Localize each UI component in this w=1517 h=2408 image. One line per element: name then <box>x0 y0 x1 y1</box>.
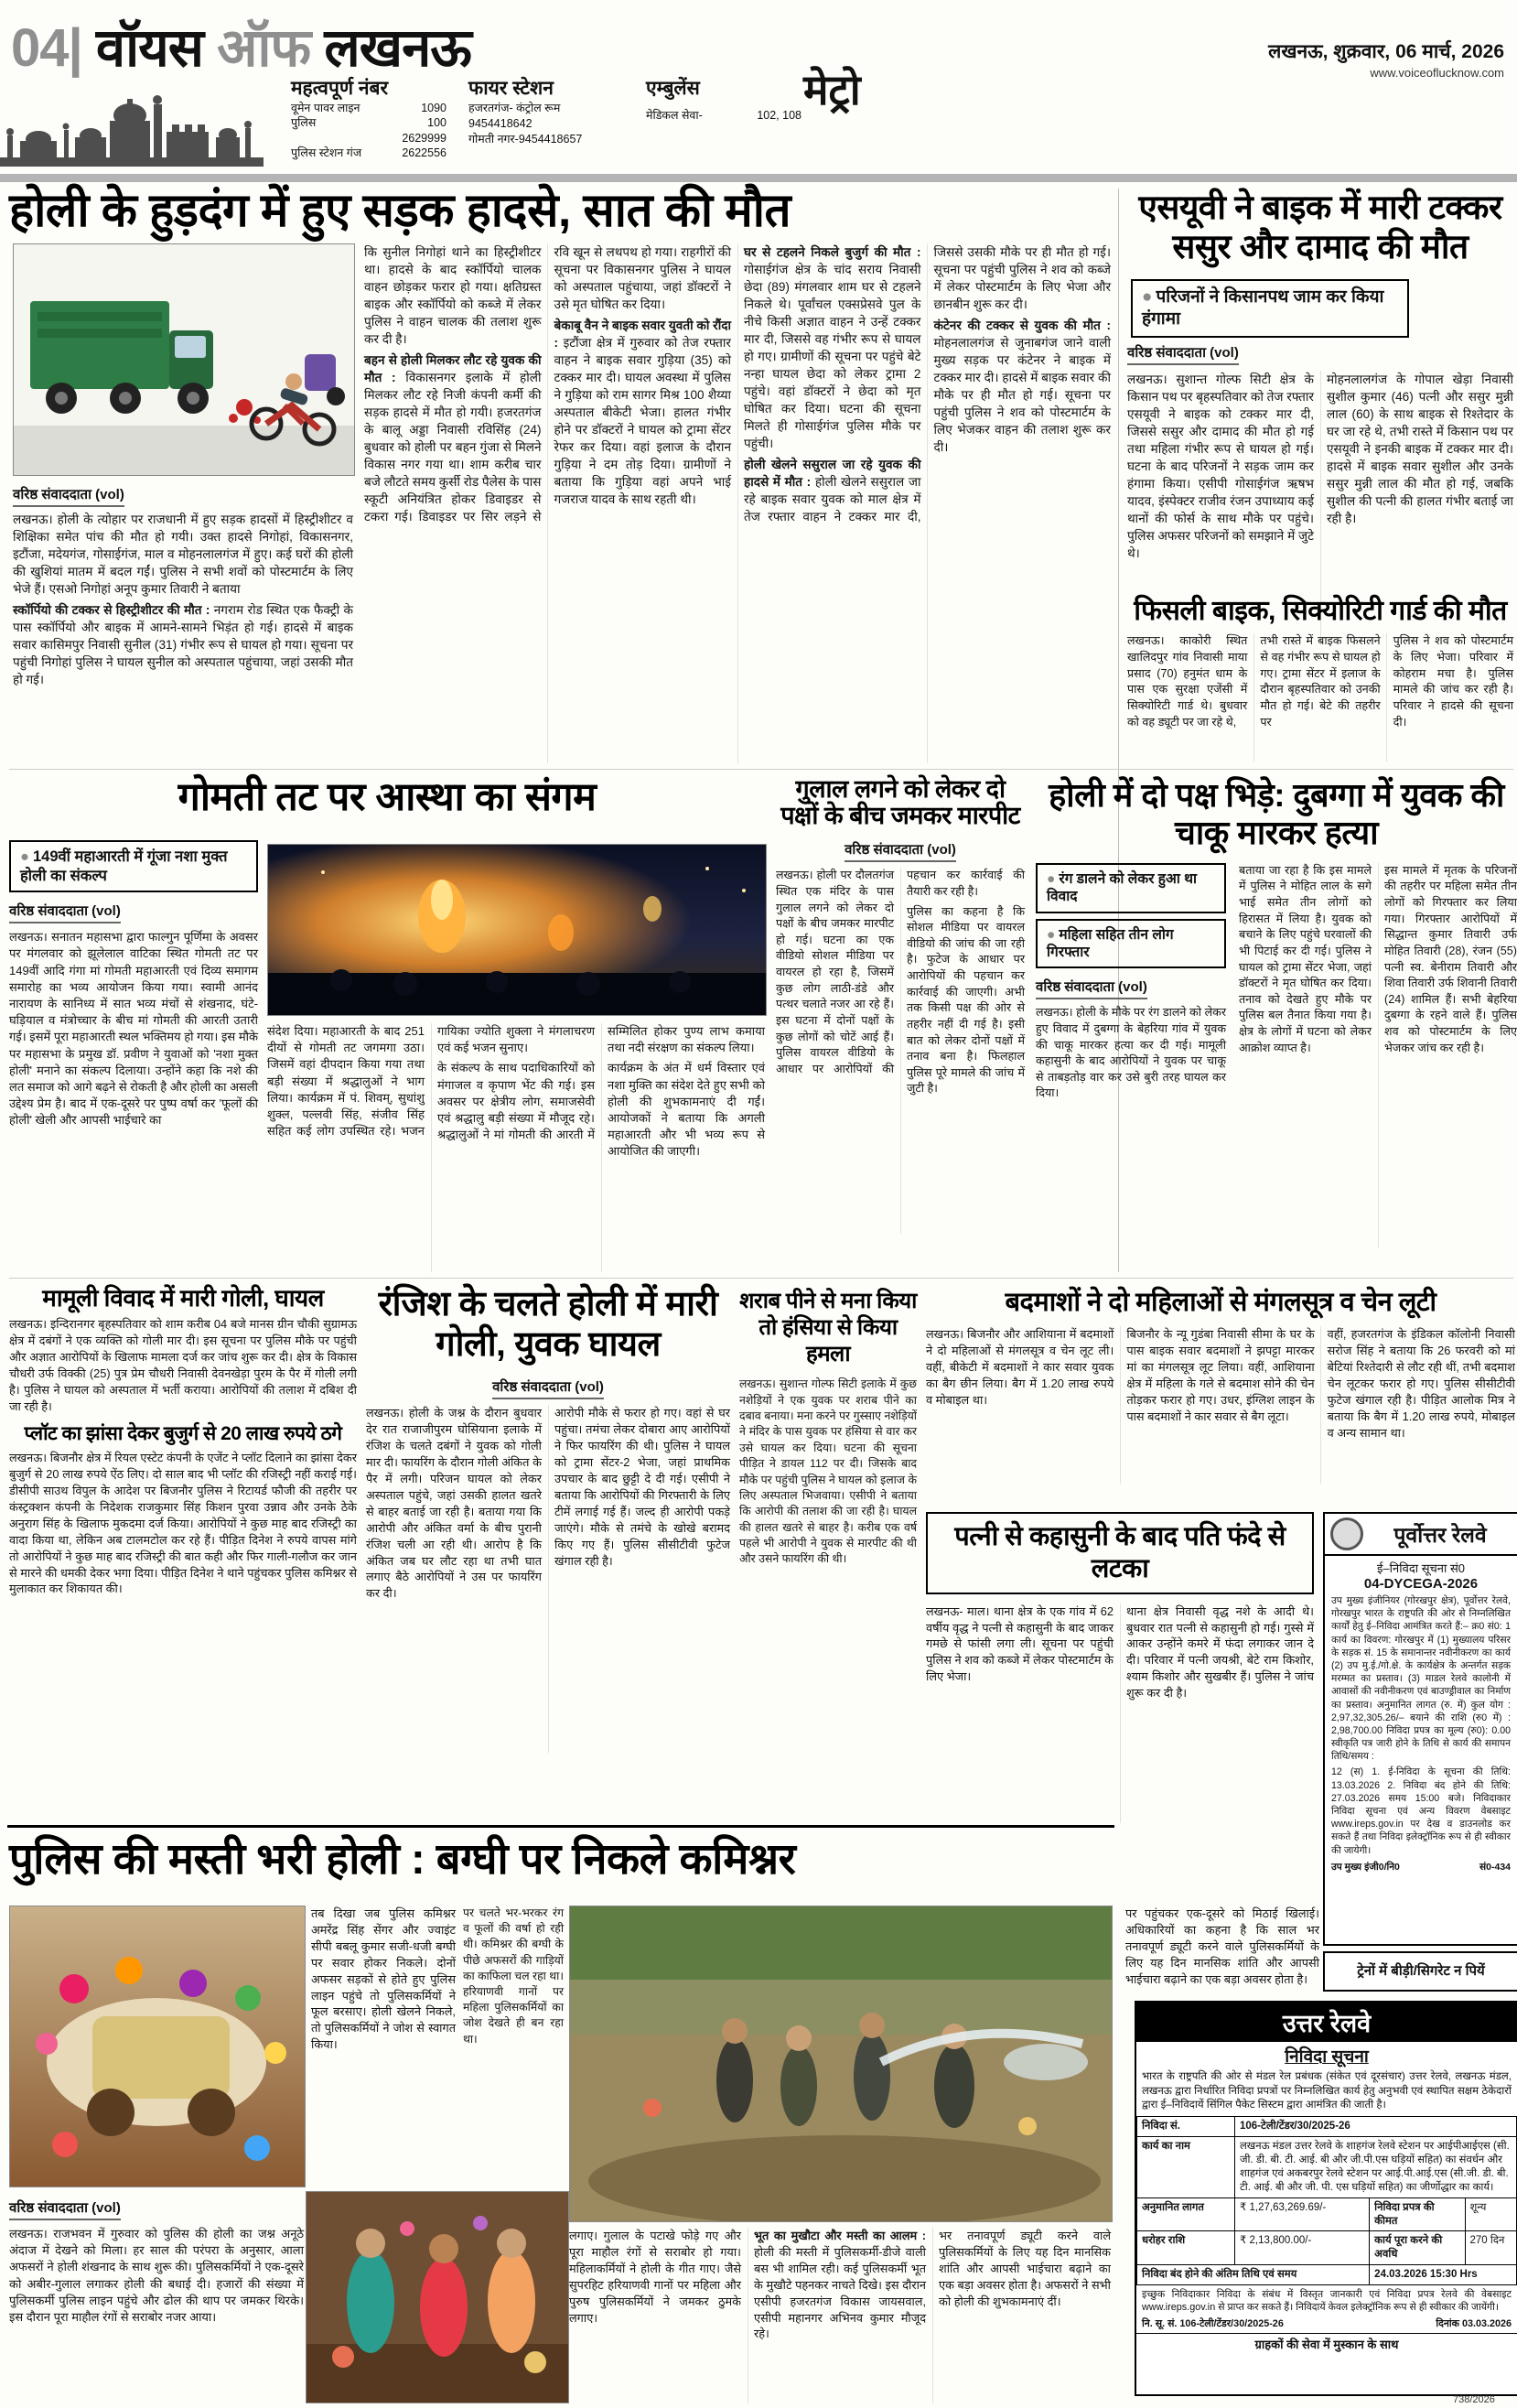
nr-ad-note: इच्छुक निविदाकार निविदा के संबंध में विस्तृत जानकारी एवं निविदा प्रपत्र रेलवे की वेबसाइट www.ireps.gov.in से प्राप्त कर सकते हैं। निविदायें केवल इलेक्ट्रॉनिक रूप से ही स्वीकार की जायेंगी। <box>1142 2289 1512 2314</box>
stab-kicker-1 <box>1036 863 1226 913</box>
nr-ad-footer-right: दिनांक 03.03.2026 <box>1436 2318 1512 2330</box>
table-row <box>1137 2197 1517 2231</box>
ranjish-story <box>366 1285 730 1753</box>
water-hose-photo <box>569 1906 1113 2222</box>
gomti-byline: वरिष्ठ संवाददाता (vol) <box>9 902 121 923</box>
ne-railway-title: पूर्वोत्तर रेलवे <box>1393 1523 1487 1547</box>
commissioner-headline: पुलिस की मस्ती भरी होली : बग्घी पर निकले कमिश्नर <box>9 1834 796 1883</box>
nr-row3-value: ₹ 1,27,63,269.69/- <box>1235 2197 1370 2231</box>
gulal-body <box>776 868 1025 1234</box>
sickle-story <box>739 1289 917 1568</box>
nr-row3-label2: निविदा प्रपत्र की कीमत <box>1370 2197 1465 2231</box>
sickle-body: लखनऊ। सुशान्त गोल्फ सिटी इलाके में कुछ नशेड़ियों ने एक युवक पर शराब पीने का दबाव बनाया। मना करने पर गुस्साए नशेड़ियों ने मंदिर के पास युवक पर हंसिया से वार कर उसे घायल कर दिया। घटना की सूचना पीड़ित ने डायल 112 पर दी। जिसके बाद मौके पर पहुंची पुलिस ने घायल को इलाज के लिए अस्पताल भिजवाया। एसीपी ने बताया कि आरोपी की तलाश की जा रही है। घायल की हालत खतरे से बाहर है। करीब एक वर्ष पहले भी आरोपी ने युवक से मारपीट की थी और उसने फायरिंग की थी। <box>739 1377 917 1566</box>
masthead-word-1: वॉयस <box>95 18 203 78</box>
nr-row2-value: लखनऊ मंडल उत्तर रेलवे के शाहगंज रेलवे स्टेशन पर आईपीआईएस (सी. जी. डी. बी. टी. आई. बी और जी.पी.एस घड़ियों सहित) का संवर्धन और शाहगंज एवं अकबरपुर रेलवे स्टेशन पर आई.पी.आई.एस (सी.जी. डी. बी. टी. आई. बी और जी. पी. एस घड़ियों सहित) का जीर्णोद्धार का कार्य। <box>1235 2136 1517 2197</box>
gulal-para: पुलिस का कहना है कि सोशल मीडिया पर वायरल वीडियो की जांच की जा रही है। फुटेज के आधार पर आरोपियों की पहचान कर कार्रवाई की जाएगी। अभी तक किसी पक्ष की ओर से तहरीर नहीं दी गई है। इसी बात को लेकर दोनों पक्षों में तनाव बना है। फिलहाल पुलिस पूरे मामले की जांच में जुटी है। <box>907 904 1025 1096</box>
band-divider <box>9 769 1513 770</box>
table-row <box>1137 2116 1517 2136</box>
lead-byline <box>13 480 124 513</box>
holi-dance-photo <box>306 2191 569 2403</box>
sickle-headline: शराब पीने से मना किया तो हंसिया से किया हमला <box>739 1289 917 1366</box>
ne-ad-number: 04-DYCEGA-2026 <box>1363 1576 1479 1592</box>
lead-para: गोसाईगंज क्षेत्र के चांद सराय निवासी छेदा (89) मंगलवार शाम घर से टहलने निकले थे। पूर्वांचल एक्सप्रेसवे पुल के नीचे किसी अज्ञात वाहन ने उन्हें टक्कर मार दी, जिससे वह गंभीर रूप से घायल हो गए। ग्रामीणों की सूचना पर पहुंचे बेटे नन्हा घायल छेदा को लेकर ट्रामा 2 पहुंचे। वहां डॉक्टरों ने छेदा को मृत घोषित कर दिया। घटना की सूचना मिलते ही गोसाईगंज पुलिस मौके पर पहुंची। <box>744 263 921 451</box>
lead-intro-text2: नगराम रोड स्थित एक फैक्ट्री के पास स्कॉर्पियो और बाइक में आमने-सामने भिड़ंत हो गई। हादसे में बाइक सवार कासिमपुर निवासी सुनील (31) गंभीर रूप से घायल हो गया। सूचना पर पहुंची निगोहां पुलिस ने घायल सुनील को अस्पताल पहुंचाया, जहां उसकी मौत हो गई। <box>13 603 353 687</box>
lead-headline: होली के हुड़दंग में हुए सड़क हादसे, सात की मौत <box>9 184 791 236</box>
lead-para: इटौंजा क्षेत्र में गुरुवार को तेज रफ्तार वाहन ने बाइक सवार गुड़िया (35) को टक्कर मार दी। घायल अवस्था में पुलिस ने गुड़िया को राम सागर मिश्र 100 शैय्या अस्पताल बीकेटी भेजा। हालत गंभीर होने पर डॉक्टरों ने घायल को ट्रामा सेंटर रेफर कर दिया। वहां इलाज के दौरान गुड़िया ने दम तोड़ दिया। ग्रामीणों ने बताया कि गुड़िया वहां अपने भाई गजराज यादव के साथ रहती थी। <box>554 336 731 507</box>
accident-illustration <box>13 243 355 476</box>
nr-railway-title: उत्तर रेलवे <box>1136 2003 1517 2042</box>
nr-ad-intro: भारत के राष्ट्रपति की ओर से मंडल रेल प्रबंधक (संकेत एवं दूरसंचार) उत्तर रेलवे, लखनऊ मंडल, लखनऊ द्वारा निर्धारित निविदा प्रपत्रों पर निम्नलिखित कार्य हेतु अनुभवी एवं स्थापित सक्षम ठेकेदारों द्वारा ई–निविदायें सिंगिल पैकेट सिस्टम द्वारा आमंत्रित की जाती है। <box>1142 2070 1512 2111</box>
number-label: मेडिकल सेवा- <box>646 109 703 122</box>
section-label: मेट्रो <box>803 66 861 113</box>
number-value: 2622556 <box>402 146 446 159</box>
bullet-icon: ● <box>20 848 29 865</box>
commissioner-runin: भूत का मुखौटा और मस्ती का आलम : <box>754 2229 926 2242</box>
ne-ad-footer-left: उप मुख्य इंजी0/नि0 <box>1331 1861 1400 1873</box>
gomti-para: संदेश दिया। महाआरती के बाद 251 दीयों से गोमती तट जगमगा उठा। जिसमें वहां दीपदान किया गया तथा बड़ी संख्या में श्रद्धालुओं ने भाग लिया। कार्यक्रम में पं. शिवम्, सुधांशु शुक्ल, पल्लवी सिंह, संजीव सिंह सहित कई लोग उपस्थित रहे। भजन गायिका ज्योति शुक्ला ने मंगलाचरण एवं कई भजन सुनाए। <box>267 1024 595 1139</box>
nr-row2-label: कार्य का नाम <box>1137 2136 1235 2197</box>
truck-bike-crash-icon <box>14 244 354 475</box>
gulal-story <box>776 776 1025 1234</box>
bullet-icon: ● <box>1047 870 1056 887</box>
nr-railway-ad <box>1135 2001 1517 2396</box>
suv-para: मोहनलालगंज के गोपाल खेड़ा निवासी सुशील कुमार (46) पत्नी और ससुर मुन्नी लाल (60) के साथ बाइक से रिश्तेदार के घर जा रहे थे, तभी रास्ते में किसान पथ पर एसयूवी ने इनकी बाइक में टक्कर मार दी। हादसे में बाइक सवार सुशील और उनके ससुर मुन्नी लाल की मौत हो गई, जबकि सुशील की पत्नी की हालत गंभीर बताई जा रही है। <box>1327 372 1513 525</box>
carriage-photo <box>9 1906 306 2187</box>
ranjish-headline: रंजिश के चलते होली में मारी गोली, युवक घायल <box>378 1285 718 1364</box>
nr-row1-label: निविदा सं. <box>1137 2116 1235 2136</box>
lead-runin-head: बेकाबू वैन ने बाइक सवार युवती को रौंदा : <box>554 319 731 351</box>
stab-para: बताया जा रहा है कि इस मामले में पुलिस ने मोहित लाल के सगे भाई समेत तीन लोगों को हिरासत में लिया है। युवक को बचाने के लिए पहुंचे घरवालों की भी पिटाई कर दी गई। पुलिस ने घायल को ट्रामा सेंटर भेजा, जहां डॉक्टरों ने मृत घोषित कर दिया। तनाव को देखते हुए मौके पर पुलिस बल तैनात किया गया है। क्षेत्र के लोगों में घटना को लेकर आक्रोश व्याप्त है। <box>1239 863 1372 1054</box>
number-label: वूमेन पावर लाइन <box>291 102 360 114</box>
ne-ad-body2: 12 (स) 1. ई-निविदा के सूचना की तिथि: 13.03.2026 2. निविदा बंद होने की तिथि: 27.03.2026 समय 15:00 बजे। निविदाकार निविदा सूचना एवं अन्य विवरण वेबसाइट www.ireps.gov.in पर देख व डाउनलोड कर सकते हैं तथा निविदा इलेक्ट्रॉनिक रूप से ही स्वीकार की जायेगी। <box>1331 1766 1511 1856</box>
lead-runin-head: होली खेलने ससुराल जा रहे युवक की हादसे में मौत : <box>744 458 921 490</box>
stab-kicker-2 <box>1036 919 1226 969</box>
gomti-left-column <box>9 840 258 1129</box>
lucknow-skyline-icon <box>0 84 264 170</box>
nr-row3-value2: शून्य <box>1465 2197 1517 2231</box>
gomti-body-columns <box>267 1023 765 1272</box>
slip-story <box>1127 597 1513 761</box>
commissioner-col-a: तब दिखा जब पुलिस कमिश्नर अमरेंद्र सिंह सेंगर और ज्वाइंट सीपी बबलू कुमार सजी-धजी बग्घी पर सवार होकर निकले। दोनों अफसर सड़कों से होते हुए पुलिस लाइन पहुंचे तो पुलिसकर्मियों ने फूल बरसाए। होली खेलने निकले, तो पुलिसकर्मियों ने जोश से स्वागत किया। <box>311 1906 456 2052</box>
nr-ad-footer-left: नि. सू. सं. 106-टेली/टेंडर/30/2025-26 <box>1142 2318 1284 2330</box>
ranjish-body <box>366 1405 730 1753</box>
commissioner-byline: वरिष्ठ संवाददाता (vol) <box>9 2198 121 2220</box>
number-value: 1090 <box>421 102 446 114</box>
commissioner-left-text <box>9 2193 304 2326</box>
slip-para: लखनऊ। काकोरी स्थित खालिदपुर गांव निवासी माया प्रसाद (70) हनुमंत धाम के पास एक सुरक्षा एजेंसी में सिक्योरिटी गार्ड थे। बुधवार को वह ड्यूटी पर जा रहे थे, <box>1127 634 1248 729</box>
lead-runin-head: स्कॉर्पियो की टक्कर से हिस्ट्रीशीटर की मौत : <box>13 603 210 618</box>
bullet-icon: ● <box>1047 926 1056 943</box>
stab-kicker-1-text: रंग डालने को लेकर हुआ था विवाद <box>1047 870 1198 905</box>
gomti-kicker-text: 149वीं महाआरती में गूंजा नशा मुक्त होली का संकल्प <box>20 848 228 884</box>
stab-headline: होली में दो पक्ष भिड़े: दुबग्गा में युवक की चाकू मारकर हत्या <box>1049 776 1504 852</box>
suicide-body <box>926 1604 1314 1823</box>
loot-headline: बदमाशों ने दो महिलाओं से मंगलसूत्र व चेन लूटी <box>1005 1288 1436 1317</box>
ambulance-title: एम्बुलेंस <box>646 78 700 99</box>
gomti-headline: गोमती तट पर आस्था का संगम <box>178 775 597 819</box>
table-row <box>1137 2231 1517 2265</box>
commissioner-para: भर तनावपूर्ण ड्यूटी करने वाले पुलिसकर्मियों के लिए यह दिन मानसिक शांति और आपसी भाईचारा बढ़ाने का एक बड़ा अवसर होता है। अफसरों ने सभी को होली की शुभकामनाएं दीं। <box>939 2229 1111 2308</box>
commissioner-bottom-columns <box>569 2228 1111 2403</box>
skyline-graphic <box>0 84 264 170</box>
carriage-photo-image <box>10 1906 305 2187</box>
section-rule <box>7 1825 1114 1828</box>
important-numbers <box>291 75 446 160</box>
number-label: गोमती नगर- <box>468 132 519 146</box>
gomti-para: कार्यक्रम के अंत में धर्म विस्तार एवं नशा मुक्ति का संदेश देते हुए सभी को होली की शुभकामनाएं दी गईं। आयोजकों ने बताया कि अगली महाआरती और भी भव्य रूप से आयोजित की जाएगी। <box>608 1061 765 1159</box>
suv-story <box>1127 189 1513 645</box>
ranjish-byline: वरिष्ठ संवाददाता (vol) <box>492 1377 604 1399</box>
gunshot-story <box>9 1285 357 1597</box>
nr-ad-table <box>1136 2116 1517 2285</box>
nr-row4-value2: 270 दिन <box>1465 2231 1517 2265</box>
masthead-word-2: ऑफ <box>217 18 311 78</box>
commissioner-col-b: पर चलते भर-भरकर रंग व फूलों की वर्षा हो रही थी। कमिश्नर की बग्घी के पीछे अफसरों की गाड़ियों का काफिला चल रहा था। हरियाणवी गानों पर महिला पुलिसकर्मियों का जोश देखते ही बन रहा था। <box>463 1906 564 2046</box>
header-separator-bar <box>0 174 1517 182</box>
lead-runin-head: कंटेनर की टक्कर से युवक की मौत : <box>933 319 1111 333</box>
gomti-story <box>9 776 765 1275</box>
important-numbers-title: महत्वपूर्ण नंबर <box>291 78 389 99</box>
stab-left-text: लखनऊ। होली के मौके पर रंग डालने को लेकर हुए विवाद में दुबग्गा के बेहरिया गांव में युवक की चाकू मारकर हत्या कर दी गई। मामूली कहासुनी के बाद आरोपियों ने युवक पर चाकू से ताबड़तोड़ वार कर उसे बुरी तरह घायल कर दिया। <box>1036 1006 1226 1100</box>
slip-para: तभी रास्ते में बाइक फिसलने से वह गंभीर रूप से घायल हो गए। ट्रामा सेंटर में इलाज के दौरान बृहस्पतिवार को उनकी मौत हो गई। बेटे की तहरीर पर <box>1260 634 1381 729</box>
website-url: www.voiceoflucknow.com <box>1370 66 1504 80</box>
gulal-byline: वरिष्ठ संवाददाता (vol) <box>845 840 956 862</box>
number-label: हजरतगंज- कंट्रोल रूम <box>468 102 561 114</box>
ne-railway-logo-icon <box>1330 1517 1363 1550</box>
fire-station-title: फायर स्टेशन <box>468 78 554 99</box>
nr-ad-slogan: ग्राहकों की सेवा में मुस्कान के साथ <box>1136 2333 1517 2352</box>
stab-story <box>1036 776 1517 1247</box>
nr-row5-value: 24.03.2026 15:30 Hrs <box>1370 2265 1517 2285</box>
dateline: लखनऊ, शुक्रवार, 06 मार्च, 2026 <box>1268 41 1504 62</box>
gomti-para: के संकल्प के साथ पदाधिकारियों को मंगाजल व कृपाण भेंट की गई। इस अवसर पर क्षेत्रीय लोग, समाजसेवी एवं श्रद्धालु बड़ी संख्या में मौजूद रहे। श्रद्धालुओं ने मां गोमती की आरती में सम्मिलित होकर पुण्य लाभ कमाया तथा नदी संरक्षण का संकल्प लिया। <box>437 1024 765 1142</box>
page-number: 04 <box>11 18 69 78</box>
number-label: पुलिस <box>291 116 317 130</box>
masthead: 04| वॉयस ऑफ लखनऊ <box>11 18 471 78</box>
number-value: 2629999 <box>402 131 446 145</box>
loot-para: बिजनौर के न्यू गुडंबा निवासी सीमा के घर के पास बाइक सवार बदमाशों ने झपट्टा मारकर मां का मंगलसूत्र लूट लिया। वहीं, आशियाना क्षेत्र में महिला के गले से बदमाश सोने की चेन तोड़कर फरार हो गए। उधर, इंग्लिश लाइन के पास बदमाशों ने कार सवार से बैग लूटा। <box>1126 1327 1315 1423</box>
plot-fraud-subhead: प्लॉट का झांसा देकर बुजुर्ग से 20 लाख रुपये ठगे <box>24 1422 342 1444</box>
slip-para: पुलिस ने शव को पोस्टमार्टम के लिए भेजा। परिवार में कोहराम मचा है। पुलिस मामले की जांच कर रही है। परिवार ने हादसे की सूचना दी। <box>1393 634 1513 729</box>
stab-kicker-2-text: महिला सहित तीन लोग गिरफ्तार <box>1047 926 1174 960</box>
ne-ad-body: उप मुख्य इंजीनियर (गोरखपुर क्षेत्र), पूर्वोत्तर रेलवे, गोरखपुर भारत के राष्ट्रपति की ओर से निम्नलिखित कार्यों हेतु ई–निविदा आमंत्रित करते हैं:– क्र0 सं0: 1 कार्य का विवरण: गोरखपुर में (1) मुख्यालय परिसर के सड़क सं. 15 के समानान्तर नवीनीकरण का कार्य (2) उप मु.ई./गो.क्षे. के कार्यक्षेत्र के अन्तर्गत सड़क मरम्मत का प्रस्ताव। (3) माडल रेलवे कालोनी में आवासों की नवीनीकरण एवं बाउण्ड्रीवाल का निर्माण का प्रस्ताव। अनुमानित लागत (रु. में) कुल योग : 2,97,32,305.26/– बयाने की राशि (रु0 में) : 2,98,700.00 निविदा प्रपत्र का मूल्य (रु0): 0.00 स्वीकृति पत्र जारी होने के तिथि से कार्य की समापन तिथि/समय : <box>1331 1595 1511 1763</box>
suv-kicker-text: परिजनों ने किसानपथ जाम कर किया हंगामा <box>1142 287 1384 329</box>
suv-kicker-box <box>1131 279 1409 338</box>
gunshot-body: लखनऊ। इन्दिरानगर बृहस्पतिवार को शाम करीब 04 बजे मानस ग्रीन चौकी सुग्रामऊ क्षेत्र में दबंगों ने एक व्यक्ति को गोली मार दी। इस सूचना पर पुलिस मौके पर पहुंची और अज्ञात आरोपियों के खिलाफ मामला दर्ज कर जांच शुरू कर दी। क्षेत्र के विकास चौधरी उर्फ विक्की (25) पुत्र प्रेम चौधरी निवासी देवनखेड़ा पुरम के पैर में गोली लगी है। पुलिस ने घायल को अस्पताल में भर्ती कराया। आरोपियों की तलाश में दबिश दी जा रही है। <box>9 1317 358 1413</box>
byline-text: वरिष्ठ संवाददाता (vol) <box>13 485 124 507</box>
band-divider <box>9 1278 1513 1279</box>
no-smoking-notice: ट्रेनों में बीड़ी/सिगरेट न पियें <box>1323 1951 1517 1992</box>
suv-byline: वरिष्ठ संवाददाता (vol) <box>1127 343 1239 365</box>
ambulance-numbers <box>646 75 802 123</box>
ranjish-para: लखनऊ। होली के जश्न के दौरान बुधवार देर रात राजाजीपुरम घोसियाना इलाके में रंजिश के चलते दबंगों ने युवक को गोली मार दी। फायरिंग के दौरान गोली अंकित के पैर में लगी। परिजन घायल को लेकर अस्पताल पहुंचे, जहां उसकी हालत खतरे से बाहर बताई जा रही है। बताया गया कि आरोपी और अंकित वर्मा के बीच पुरानी रंजिश चली आ रही थी। आरोप है कि अंकित जब घर लौट रहा था तभी घात लगाए बैठे आरोपियों ने उस पर फायरिंग कर दी। <box>366 1406 542 1601</box>
table-row <box>1137 2265 1517 2285</box>
lead-para: कि सुनील निगोहां थाने का हिस्ट्रीशीटर था। हादसे के बाद स्कॉर्पियो चालक वाहन छोड़कर फरार हो गया। क्षतिग्रस्त बाइक और स्कॉर्पियो को कब्जे में लेकर पुलिस ने वाहन चालक की तलाश शुरू कर दी है। <box>364 245 542 347</box>
lead-para: विकासनगर इलाके में होली मिलकर लौट रहे निजी कंपनी कर्मी की सड़क हादसे में मौत हो गयी। हजरतगंज के बालू अड्डा निवासी रविसिंह (24) बुधवार को होली पर बहन गुंजा से मिलने विकास नगर गया था। शाम करीब चार बजे लौटते समय कुर्सी रोड पैलेस के पास स्कूटी अनियंत्रित होकर डिवाइडर से टकरा गई। डिवाइडर पर सिर लड़ने से रवि खून से लथपथ हो गया। राहगीरों की सूचना पर विकासनगर पुलिस ने घायल को अस्पताल पहुंचाया, जहां डॉक्टरों ने उसे मृत घोषित कर दिया। <box>364 245 731 524</box>
stab-left-column <box>1036 863 1226 1247</box>
masthead-word-3: लखनऊ <box>324 18 471 78</box>
lead-body-columns <box>364 243 1111 763</box>
lead-runin-head: बहन से होली मिलकर लौट रहे युवक की मौत : <box>364 353 542 385</box>
number-value: 100 <box>427 116 446 130</box>
loot-para: वहीं, हजरतगंज के इंडिकल कॉलोनी निवासी सरोज सिंह ने बताया कि 26 फरवरी को मां बेटियां रिश्तेदारी से लौट रही थीं, तभी बदमाश चेन लूटकर फरार हो गए। पुलिस सीसीटीवी फुटेज खंगाल रही है। पीड़ित आलोक मित्र ने बताया कि बैग में 1.20 लाख रुपये, मोबाइल व अन्य सामान था। <box>1327 1327 1515 1440</box>
nr-row4-label: धरोहर राशि <box>1137 2231 1235 2265</box>
loot-body <box>926 1326 1515 1484</box>
ranjish-para: आरोपी मौके से फरार हो गए। वहां से घर पहुंचा। तमंचा लेकर दोबारा आए आरोपियों ने फिर फायरिंग की थी। पुलिस ने घायल को ट्रामा सेंटर-2 भेजा, जहां प्राथमिक उपचार के बाद छुट्टी दे दी गई। एसीपी ने बताया कि आरोपियों की गिरफ्तारी के लिए टीमें लगाई गई हैं। जल्द ही आरोपी पकड़े जाएंगे। मौके से तमंचे के खोखे बरामद किए गए हैं। पुलिस सीसीटीवी फुटेज खंगाल रही है। <box>554 1406 730 1568</box>
gomti-left-text: लखनऊ। सनातन महासभा द्वारा फाल्गुन पूर्णिमा के अवसर पर मंगलवार को झूलेलाल वाटिका स्थित गोमती तट पर 149वीं आदि गंगा मां गोमती महाआरती एवं दिव्य समागम समारोह का भव्य आयोजन किया गया। स्वामी आनंद नारायण के सानिध्य में सात भव्य मंचों से शंखनाद, घंटे-घड़ियाल व मंत्रोच्चार के बीच मां गोमती की आरती उतारी गई। इसमें पूरा महाआरती स्थल भक्तिमय हो गया। इस मौके पर महासभा के प्रमुख डॉ. प्रवीण ने युवाओं को 'नशा मुक्त होली' मनाने का संकल्प दिलाया। उन्होंने कहा कि नशे की लत समाज को आगे बढ़ने से रोकती है और होली का असली उद्देश्य प्रेम है। बाद में एक-दूसरे पर पुष्प वर्षा कर 'फूलों की होली' खेली और आपसी भाईचारे का <box>9 930 258 1128</box>
suicide-para: थाना क्षेत्र निवासी वृद्ध नशे के आदी थे। बुधवार रात पत्नी से कहासुनी हो गई। गुस्से में आकर उन्होंने कमरे में फंदा लगाकर जान दे दी। परिवार में पत्नी जयश्री, बेटे राम किशोर, श्याम किशोर और सुखबीर हैं। पुलिस ने जांच शुरू कर दी है। <box>1126 1604 1314 1701</box>
commissioner-para: लगाए। गुलाल के पटाखे फोड़े गए और पूरा माहौल रंगों से सराबोर हो गया। महिलाकर्मियों ने होली के गीत गाए। जैसे सुपरहिट हरियाणवी गानों पर महिला और पुरुष पुलिसकर्मियों ने जमकर ठुमके लगाए। <box>569 2229 741 2325</box>
lead-para: होली खेलने ससुराल जा रहे बाइक सवार युवक को माल क्षेत्र में तेज रफ्तार वाहन ने टक्कर मार दी, जिससे उसकी मौके पर ही मौत हो गई। सूचना पर पहुंची पुलिस ने शव को कब्जे में लेकर पोस्टमार्टम के लिए भेजा और छानबीन शुरू कर दी। <box>744 245 1111 524</box>
lead-intro-column <box>13 511 353 767</box>
bullet-icon: ● <box>1142 287 1153 308</box>
nr-ad-subtitle: निविदा सूचना <box>1285 2047 1369 2067</box>
number-value: 9454418642 <box>468 116 533 130</box>
stab-byline: वरिष्ठ संवाददाता (vol) <box>1036 977 1147 999</box>
number-value: 9454418657 <box>518 132 583 146</box>
suv-headline: एसयूवी ने बाइक में मारी टक्कर ससुर और दामाद की मौत <box>1138 189 1502 265</box>
gunshot-headline: मामूली विवाद में मारी गोली, घायल <box>42 1284 324 1312</box>
nr-row4-value: ₹ 2,13,800.00/- <box>1235 2231 1370 2265</box>
fire-station-numbers <box>468 75 629 147</box>
gomti-kicker-box <box>9 840 258 892</box>
loot-story <box>926 1289 1515 1484</box>
suicide-headline: पत्नी से कहासुनी के बाद पति फंदे से लटका <box>926 1512 1314 1594</box>
nr-row1-value: 106-टेली/टेंडर/30/2025-26 <box>1235 2116 1517 2136</box>
lead-intro-text: लखनऊ। होली के त्योहार पर राजधानी में हुए सड़क हादसों में हिस्ट्रीशीटर व शिक्षिका समेत पांच की मौत हो गयी। उक्त हादसे निगोहां, विकासनगर, इटौंजा, मदेयगंज, गोसाईगंज, माल व मोहनलालगंज में हुए। कई घरों की होली की खुशियां मातम में बदल गईं। पुलिस ने सभी शवों को पोस्टमार्टम के लिए भेजे हैं। एसओ निगोहां अनूप कुमार तिवारी ने बताया <box>13 513 353 597</box>
nr-row5-label: निविदा बंद होने की अंतिम तिथि एवं समय <box>1137 2265 1370 2285</box>
gulal-headline: गुलाल लगने को लेकर दो पक्षों के बीच जमकर मारपीट <box>780 775 1020 830</box>
ne-ad-footer-right: सं0-434 <box>1479 1861 1511 1873</box>
aarti-photo <box>267 844 767 1016</box>
number-value: 102, 108 <box>757 109 802 122</box>
aarti-photo-image <box>268 845 766 1015</box>
nr-row3-label: अनुमानित लागत <box>1137 2197 1235 2231</box>
commissioner-left-para: लखनऊ। राजभवन में गुरुवार को पुलिस की होली का जश्न अनूठे अंदाज में देखने को मिला। हर साल की परंपरा के अनुसार, आला अफसरों ने होली शंखनाद के साथ शुरू की। पुलिसकर्मियों ने एक-दूसरे को अबीर-गुलाल लगाकर होली की बधाई दी। हजारों की संख्या में पुलिसकर्मी पुलिस लाइन पहुंचे और ढोल की थाप पर जमकर थिरके। इस दौरान पूरा माहौल रंगों से सराबोर नजर आया। <box>9 2227 304 2324</box>
suicide-story <box>926 1512 1314 1823</box>
print-code: 738/2026 <box>1453 2394 1495 2405</box>
commissioner-col-d: पर पहुंचकर एक-दूसरे को मिठाई खिलाई। अधिकारियों का कहना है कि साल भर तनावपूर्ण ड्यूटी करने वाले पुलिसकर्मियों के लिए यह दिन मानसिक शांति और आपसी भाईचारा बढ़ाने का एक बड़ा अवसर होता है। <box>1125 1906 1319 1986</box>
stab-right-columns <box>1239 863 1517 1247</box>
ne-ad-line1: ई–निविदा सूचना सं0 <box>1377 1561 1465 1575</box>
lead-para: मोहनलालगंज से जुनाबगंज जाने वाली मुख्य सड़क पर कंटेनर ने बाइक में टक्कर मार दी। हादसे में बाइक सवार की मौके पर ही मौत हो गई। सूचना पर पहुंची पुलिस ने शव को पोस्टमार्टम के लिए भेजकर वाहन की तलाश शुरू कर दी। <box>933 336 1111 455</box>
table-row <box>1137 2136 1517 2197</box>
suicide-para: लखनऊ- माल। थाना क्षेत्र के एक गांव में 62 वर्षीय वृद्ध ने पत्नी से कहासुनी के बाद जाकर गमछे से फांसी लगा ली। सूचना पर पहुंची पुलिस ने शव को कब्जे में लेकर पोस्टमार्टम के लिए भेजा। <box>926 1604 1114 1684</box>
water-hose-photo-image <box>570 1906 1112 2221</box>
plot-fraud-body: लखनऊ। बिजनौर क्षेत्र में रियल एस्टेट कंपनी के एजेंट ने प्लॉट दिलाने का झांसा देकर बुजुर्ग से 20 लाख रुपये ऐंठ लिए। दो साल बाद भी प्लॉट की रजिस्ट्री नहीं कराई गई। डीसीपी साउथ विपुल के आदेश पर बिजनौर पुलिस ने रिटायर्ड फौजी की तहरीर पर कंस्ट्रक्शन कंपनी के निदेशक राजकुमार सिंह किशन पुरवा उन्नाव और उनके ठेके अनुराग सिंह के खिलाफ मुकदमा दर्ज किया। आरोपियों ने कुछ माह बाद रजिस्ट्री का वादा किया था, लेकिन अब टालमटोल कर रहे हैं। पीड़ित दिनेश ने रुपये वापस मांगे तो आरोपियों ने कुछ माह बाद रजिस्ट्री की बात कही और फिर गाली-गलौज कर जान से मारने की धमकी देकर भगा दिया। पीड़ित दिनेश ने थाने पहुंचकर पुलिस कमिश्नर से मुलाकात कर शिकायत की। <box>9 1451 357 1596</box>
number-label: पुलिस स्टेशन गंज <box>291 146 362 159</box>
suv-para: लखनऊ। सुशान्त गोल्फ सिटी क्षेत्र के किसान पथ पर बृहस्पतिवार को तेज रफ्तार एसयूवी ने बाइक को टक्कर मार दी, जिससे ससुर और दामाद की मौत हो गई तथा महिला गंभीर रूप से घायल हो गई। घटना के बाद परिजनों ने सड़क जाम कर हंगामा किया। एसीपी गोसाईगंज ऋषभ यादव, इंस्पेक्टर राजीव रंजन उपाध्याय कई थानों की फोर्स के साथ मौके पर पहुंचे। पुलिस अफसर परिजनों को समझाने में जुटे थे। <box>1127 372 1314 560</box>
lead-runin-head: घर से टहलने निकले बुजुर्ग की मौत : <box>744 245 921 259</box>
stab-para: इस मामले में मृतक के परिजनों की तहरीर पर महिला समेत तीन लोगों को गिरफ्तार कर लिया गया। गिरफ्तार आरोपियों में सिद्धान्त कुमार तिवारी उर्फ मोहित तिवारी (28), रंजन (55) पत्नी स्व. बेनीराम तिवारी और शिवा तिवारी उर्फ शिवानी तिवारी (24) शामिल हैं। सभी बेहरिया दुबग्गा के रहने वाले हैं। पुलिस शव को पोस्टमार्टम के लिए भेजकर जांच कर रही है। <box>1384 863 1517 1054</box>
commissioner-para: होली की मस्ती में पुलिसकर्मी-डीजे वाली बस भी शामिल रही। कई पुलिसकर्मी भूत के मुखौटे पहनकर नाचते दिखे। इस दौरान एसीपी हजरतगंज विकास जायसवाल, एसीपी महानगर अभिनव कुमार मौजूद रहे। <box>754 2244 926 2341</box>
ne-railway-ad <box>1323 1512 1517 1946</box>
holi-dance-photo-image <box>307 2192 568 2403</box>
nr-row4-label2: कार्य पूरा करने की अवधि <box>1370 2231 1465 2265</box>
slip-body <box>1127 633 1513 761</box>
loot-para: लखनऊ। बिजनौर और आशियाना में बदमाशों ने दो महिलाओं से मंगलसूत्र व चेन लूट ली। वहीं, बीकेटी में बदमाशों ने कार सवार युवक का बैग छीन लिया। बैग में 1.20 लाख रुपये व मोबाइल था। <box>926 1327 1114 1407</box>
slip-headline: फिसली बाइक, सिक्योरिटी गार्ड की मौत <box>1134 596 1507 626</box>
gulal-para: लखनऊ। होली पर दौलतगंज स्थित एक मंदिर के पास गुलाल लगने को लेकर दो पक्षों के बीच जमकर मारपीट हो गई। घटना का एक वीडियो सोशल मीडिया पर वायरल हो रहा है, जिसमें कुछ लोग लाठी-डंडे और पत्थर चलाते नजर आ रहे हैं। इस घटना में दोनों पक्षों के कुछ लोगों को चोटें आई हैं। पुलिस वायरल वीडियो के आधार पर आरोपियों की पहचान कर कार्रवाई की तैयारी कर रही है। <box>776 869 1025 1075</box>
